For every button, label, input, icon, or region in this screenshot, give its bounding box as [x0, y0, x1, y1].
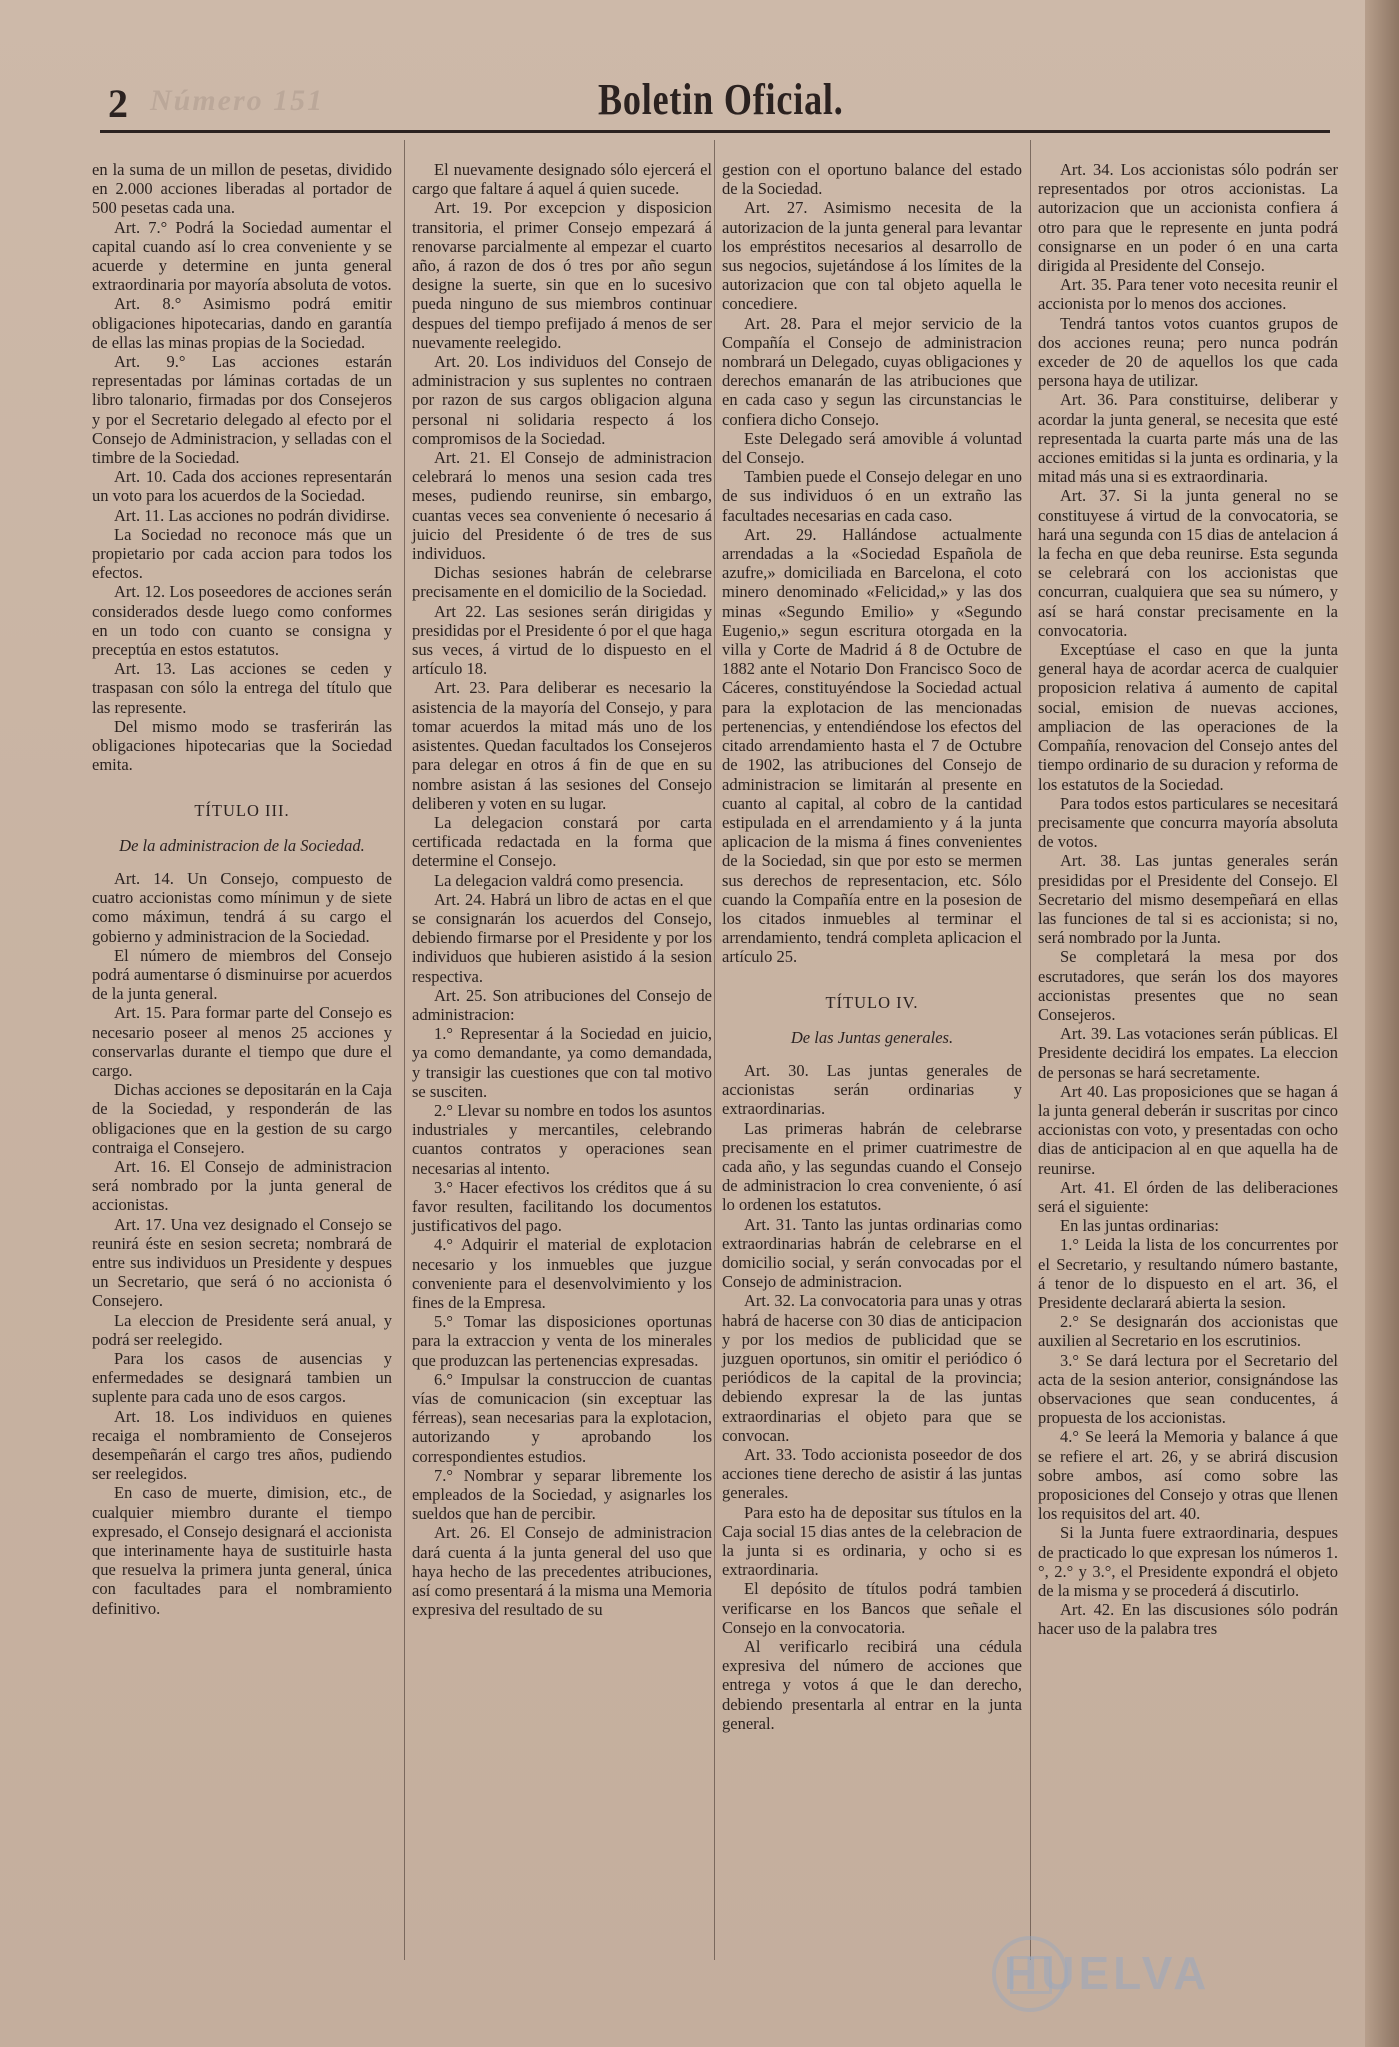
paragraph: Del mismo modo se trasferirán las obligaciones hipotecarias que la Sociedad emita.: [92, 716, 392, 775]
paragraph: Para esto ha de depositar sus títulos en la Caja social 15 dias antes de la celebracion de la junta si es ordinaria, y ocho si es extraordinaria.: [722, 1502, 1022, 1580]
library-watermark: HUELVA: [1004, 1947, 1211, 1999]
paragraph: Art. 13. Las acciones se ceden y traspasan con sólo la entrega del título que las represente.: [92, 659, 392, 717]
paragraph: Art. 24. Habrá un libro de actas en el que se consignarán los acuerdos del Consejo, debiendo firmarse por el Presidente y por los individuos que hubieren asistido á la sesion respectiva.: [412, 889, 712, 986]
paragraph: Al verificarlo recibirá una cédula expresiva del número de acciones que entrega y votos á que le dan derecho, debiendo presentarla al entrar en la junta general.: [722, 1637, 1022, 1733]
paragraph: Exceptúase el caso en que la junta general haya de acordar acerca de cualquier proposicion relativa á aumento de capital social, emision de nuevas acciones, ampliacion de las operaciones de la Compañía, renovacion del Consejo antes del tiempo ordinario de su duracion y reforma de los estatutos de la Sociedad.: [1038, 640, 1338, 794]
paragraph: El nuevamente designado sólo ejercerá el cargo que faltare á aquel á quien sucede.: [412, 160, 712, 199]
paragraph: 1.° Leida la lista de los concurrentes por el Secretario, y resultando número bastante, á tenor de lo dispuesto en el art. 36, el Presidente declarará abierta la sesion.: [1038, 1235, 1338, 1312]
paragraph: En las juntas ordinarias:: [1060, 1216, 1220, 1236]
paragraph: 3.° Se dará lectura por el Secretario del acta de la sesion anterior, consignándose las observaciones que sean conducentes, á propuesta de los accionistas.: [1038, 1350, 1338, 1428]
paragraph: 4.° Adquirir el material de explotacion necesario y los inmuebles que juzgue conveniente para el desenvolvimiento y los fines de la Empresa.: [412, 1235, 712, 1312]
paragraph: Art. 33. Todo accionista poseedor de dos acciones tiene derecho de asistir á las juntas generales.: [722, 1445, 1022, 1503]
paragraph: Art. 16. El Consejo de administracion será nombrado por la junta general de accionistas.: [92, 1156, 392, 1215]
page-number: 2: [108, 81, 128, 126]
section-subtitle: De la administracion de la Sociedad.: [119, 835, 365, 855]
paragraph: La delegacion constará por carta certificada redactada en la forma que determine el Consejo.: [412, 812, 712, 871]
column-divider: [1030, 140, 1031, 1960]
paragraph: Art. 34. Los accionistas sólo podrán ser representados por otros accionistas. La autorizacion que un accionista confiera á otro para que le represente en junta podrá consignarse en un poder ó en una carta dirigida al Presidente del Consejo.: [1038, 160, 1338, 276]
paragraph: Art. 10. Cada dos acciones representarán un voto para los acuerdos de la Sociedad.: [92, 467, 392, 506]
paragraph: 7.° Nombrar y separar libremente los empleados de la Sociedad, y asignarles los sueldos que han de percibir.: [412, 1465, 712, 1524]
paragraph: 4.° Se leerá la Memoria y balance á que se refiere el art. 26, y se abrirá discusion sobre ambos, así como sobre las proposiciones del Consejo y otras que llenen los requisitos del art. 40.: [1038, 1427, 1338, 1524]
paragraph: gestion con el oportuno balance del estado de la Sociedad.: [722, 160, 1022, 199]
paragraph: Para todos estos particulares se necesitará precisamente que concurra mayoría absoluta de votos.: [1038, 793, 1338, 852]
text-column-3: [722, 160, 1022, 1733]
paragraph: Art. 17. Una vez designado el Consejo se reunirá éste en sesion secreta; nombrará de entre sus individuos un Presidente y despues un Secretario, que será ó no accionista ó Consejero.: [92, 1214, 392, 1311]
paragraph: La Sociedad no reconoce más que un propietario por cada accion para todos los efectos.: [92, 524, 392, 583]
paragraph: 2.° Se designarán dos accionistas que auxilien al Secretario en los escrutinios.: [1038, 1312, 1338, 1351]
paragraph: Art. 32. La convocatoria para unas y otras habrá de hacerse con 30 dias de anticipacion y por los medios de publicidad que se juzguen oportunos, sin omitir el periódico ó periódicos de la capital de la provincia; debiendo expresar la de las juntas extraordinarias el objeto para que se convocan.: [722, 1291, 1022, 1445]
paragraph: El número de miembros del Consejo podrá aumentarse ó disminuirse por acuerdos de la junta general.: [92, 945, 392, 1004]
paragraph: Art. 37. Si la junta general no se constituyese á virtud de la convocatoria, se hará una segunda con 15 dias de antelacion á la fecha en que deba reunirse. Esta segunda se celebrará con los accionistas que concurran, cualquiera que sea su número, y así se hará constar precisamente en la convocatoria.: [1038, 486, 1338, 640]
paragraph: Art. 9.° Las acciones estarán representadas por láminas cortadas de un libro talonario, firmadas por dos Consejeros y por el Secretario delegado al efecto por el Consejo de Administracion, y selladas con el timbre de la Sociedad.: [92, 352, 392, 468]
paragraph: Para los casos de ausencias y enfermedades se designará tambien un suplente para cada uno de esos cargos.: [92, 1348, 392, 1407]
paragraph: Este Delegado será amovible á voluntad del Consejo.: [722, 428, 1022, 468]
paragraph: 2.° Llevar su nombre en todos los asuntos industriales y mercantiles, celebrando cuantos contratos y operaciones sean necesarias al intento.: [412, 1100, 712, 1178]
masthead-title: Boletin Oficial.: [598, 75, 844, 124]
paragraph: En caso de muerte, dimision, etc., de cualquier miembro durante el tiempo expresado, el Consejo designará el accionista que interinamente haya de sustituirle hasta que resuelva la primera junta general, única con facultades para el nombramiento definitivo.: [92, 1483, 392, 1618]
column-divider: [714, 140, 715, 1960]
paragraph: Art. 11. Las acciones no podrán dividirse.: [114, 505, 390, 525]
section-subtitle: De las Juntas generales.: [790, 1027, 954, 1047]
paragraph: 6.° Impulsar la construccion de cuantas vías de comunicacion (sin exceptuar las férreas), sean necesarias para la explotacion, autorizando y aprobando los correspondientes estudios.: [412, 1369, 712, 1466]
column-divider: [404, 140, 405, 1960]
paragraph: Tendrá tantos votos cuantos grupos de dos acciones reuna; pero nunca podrán exceder de 20 de aquellos los que cada persona haya de utilizar.: [1038, 313, 1338, 391]
text-column-1: [92, 160, 392, 1618]
paragraph: Art. 20. Los individuos del Consejo de administracion y sus suplentes no contraen por razon de sus cargos obligacion alguna personal ni solidaria respecto á los compromisos de la Sociedad.: [412, 352, 712, 448]
paragraph: Art. 36. Para constituirse, deliberar y acordar la junta general, se necesita que esté representada la cuarta parte más una de las acciones emitidas si la junta es ordinaria, y la mitad más una si es extraordinaria.: [1038, 390, 1338, 487]
paragraph: Se completará la mesa por dos escrutadores, que serán los dos mayores accionistas presentes que no sean Consejeros.: [1038, 947, 1338, 1024]
paragraph: Si la Junta fuere extraordinaria, despues de practicado lo que expresan los números 1.°, 2.° y 3.°, el Presidente expondrá el objeto de la misma y se procederá á discutirlo.: [1038, 1523, 1338, 1601]
text-column-2: [412, 160, 712, 1619]
paragraph: Art. 35. Para tener voto necesita reunir el accionista por lo menos dos acciones.: [1038, 275, 1338, 314]
paragraph: Art. 18. Los individuos en quienes recaiga el nombramiento de Consejeros desempeñarán el cargo tres años, pudiendo ser reelegidos.: [92, 1406, 392, 1484]
paragraph: El depósito de títulos podrá tambien verificarse en los Bancos que señale el Consejo en la convocatoria.: [722, 1579, 1022, 1637]
paragraph: Art. 26. El Consejo de administracion dará cuenta á la junta general del uso que haya hecho de las precedentes atribuciones, así como presentará á la misma una Memoria expresiva del resultado de su: [412, 1523, 712, 1620]
paragraph: La delegacion valdrá como presencia.: [434, 870, 684, 890]
paragraph: Art. 31. Tanto las juntas ordinarias como extraordinarias habrán de celebrarse en el domicilio social, y serán convocadas por el Consejo de administracion.: [722, 1214, 1022, 1292]
text-column-4: [1038, 160, 1338, 1639]
paragraph: Art. 8.° Asimismo podrá emitir obligaciones hipotecarias, dando en garantía de ellas las minas propias de la Sociedad.: [92, 294, 392, 352]
paragraph: Art. 41. El órden de las deliberaciones será el siguiente:: [1038, 1177, 1338, 1216]
paragraph: Art. 21. El Consejo de administracion celebrará lo menos una sesion cada tres meses, pudiendo reunirse, sin embargo, cuantas veces sea conveniente ó necesario á juicio del Presidente ó de tres de sus individuos.: [412, 448, 712, 564]
paragraph: Art. 23. Para deliberar es necesario la asistencia de la mayoría del Consejo, y para tomar acuerdos la mitad más uno de los asistentes. Quedan facultados los Consejeros para delegar en otros á fin de que en su nombre asistan á las sesiones del Consejo deliberen y voten en su lugar.: [412, 678, 712, 813]
paragraph: en la suma de un millon de pesetas, dividido en 2.000 acciones liberadas al portador de 500 pesetas cada una.: [92, 160, 392, 218]
paragraph: Las primeras habrán de celebrarse precisamente en el primer cuatrimestre de cada año, y las segundas cuando el Consejo de administracion lo crea conveniente, ó así lo ordenen los estatutos.: [722, 1118, 1022, 1215]
paragraph: Art. 29. Hallándose actualmente arrendadas a la «Sociedad Española de azufre,» domiciliada en Barcelona, el coto minero denominado «Felicidad,» y las dos minas «Segundo Emilio» y «Segundo Eugenio,» segun escritura otorgada en la villa y Corte de Madrid á 8 de Octubre de 1882 ante el Notario Don Francisco Soco de Cáceres, constituyéndose la Sociedad actual para la explotacion de las mencionadas pertenencias, y entendiéndose los efectos del citado arrendamiento hasta el 7 de Octubre de 1902, las atribuciones del Consejo de administracion se limitarán al presente en cuanto al capital, al cobro de la cantidad estipulada en el arrendamiento y á la junta aplicacion de la misma á fines convenientes de la Sociedad, sin que por esto se mermen sus derechos de representacion, etc. Sólo cuando la Compañía entre en la posesion de los citados inmuebles al terminar el arrendamiento, tendrá completa aplicacion el artículo 25.: [722, 524, 1022, 967]
paragraph: Art. 28. Para el mejor servicio de la Compañía el Consejo de administracion nombrará un Delegado, cuyas obligaciones y derechos emanarán de las atribuciones que en cada caso y segun las circunstancias le confiera dicho Consejo.: [722, 313, 1022, 429]
paragraph: 5.° Tomar las disposiciones oportunas para la extraccion y venta de los minerales que produzcan las pertenencias expresadas.: [412, 1312, 712, 1370]
page-edge: [1365, 0, 1399, 2047]
paragraph: 1.° Representar á la Sociedad en juicio, ya como demandante, ya como demandada, y transigir las cuestiones que con tal motivo se susciten.: [412, 1024, 712, 1101]
paragraph: Art. 30. Las juntas generales de accionistas serán ordinarias y extraordinarias.: [722, 1060, 1022, 1119]
header-rule: [100, 130, 1330, 133]
faded-overprint-text: Número 151: [150, 84, 325, 117]
paragraph: Dichas sesiones habrán de celebrarse precisamente en el domicilio de la Sociedad.: [412, 563, 712, 602]
paragraph: Art. 7.° Podrá la Sociedad aumentar el capital cuando así lo crea conveniente y se acuerde y determine en junta general extraordinaria por mayoría absoluta de votos.: [92, 217, 392, 295]
paragraph: Art. 42. En las discusiones sólo podrán hacer uso de la palabra tres: [1038, 1600, 1338, 1639]
paragraph: La eleccion de Presidente será anual, y podrá ser reelegido.: [92, 1310, 392, 1349]
paragraph: Art. 27. Asimismo necesita de la autorizacion de la junta general para levantar los empréstitos necesarios al desarrollo de sus negocios, sujetándose á los límites de la autorizacion que con tal objeto aquella le concediere.: [722, 198, 1022, 314]
paragraph: Art 22. Las sesiones serán dirigidas y presididas por el Presidente ó por el que haga sus veces, á virtud de lo dispuesto en el artículo 18.: [412, 601, 712, 679]
section-title: TÍTULO III.: [194, 800, 290, 820]
section-title: TÍTULO IV.: [825, 992, 919, 1012]
paragraph: Art. 19. Por excepcion y disposicion transitoria, el primer Consejo empezará á renovarse parcialmente al empezar el cuarto año, á razon de dos ó tres por año segun designe la suerte, sin que en lo sucesivo pueda ninguno de sus miembros continuar despues del tiempo prefijado á menos de ser nuevamente reelegido.: [412, 198, 712, 352]
paragraph: 3.° Hacer efectivos los créditos que á su favor resulten, facilitando los documentos justificativos del pago.: [412, 1177, 712, 1236]
paragraph: Art. 12. Los poseedores de acciones serán considerados desde luego como conformes en un todo con cuanto se consigna y preceptúa en estos estatutos.: [92, 582, 392, 660]
paragraph: Art. 25. Son atribuciones del Consejo de administracion:: [412, 985, 712, 1024]
paragraph: Art. 15. Para formar parte del Consejo es necesario poseer al menos 25 acciones y conservarlas durante el tiempo que dure el cargo.: [92, 1003, 392, 1080]
paragraph: Art. 39. Las votaciones serán públicas. El Presidente decidirá los empates. La eleccion de personas se hará secretamente.: [1038, 1024, 1338, 1082]
paragraph: Art 40. Las proposiciones que se hagan á la junta general deberán ir suscritas por cinco accionistas con voto, y presentadas con ocho dias de anticipacion al en que aquella ha de reunirse.: [1038, 1081, 1338, 1178]
paragraph: Art. 14. Un Consejo, compuesto de cuatro accionistas como mínimun y de siete como máximun, tendrá á su cargo el gobierno y administracion de la Sociedad.: [92, 868, 392, 946]
paragraph: Dichas acciones se depositarán en la Caja de la Sociedad, y responderán de las obligaciones que en la gestion de su cargo contraiga el Consejero.: [92, 1080, 392, 1157]
paragraph: Tambien puede el Consejo delegar en uno de sus individuos ó en un extraño las facultades necesarias en cada caso.: [722, 467, 1022, 525]
paragraph: Art. 38. Las juntas generales serán presididas por el Presidente del Consejo. El Secretario del mismo desempeñará en ellas las funciones de tal si es accionista; si no, será nombrado por la Junta.: [1038, 851, 1338, 948]
